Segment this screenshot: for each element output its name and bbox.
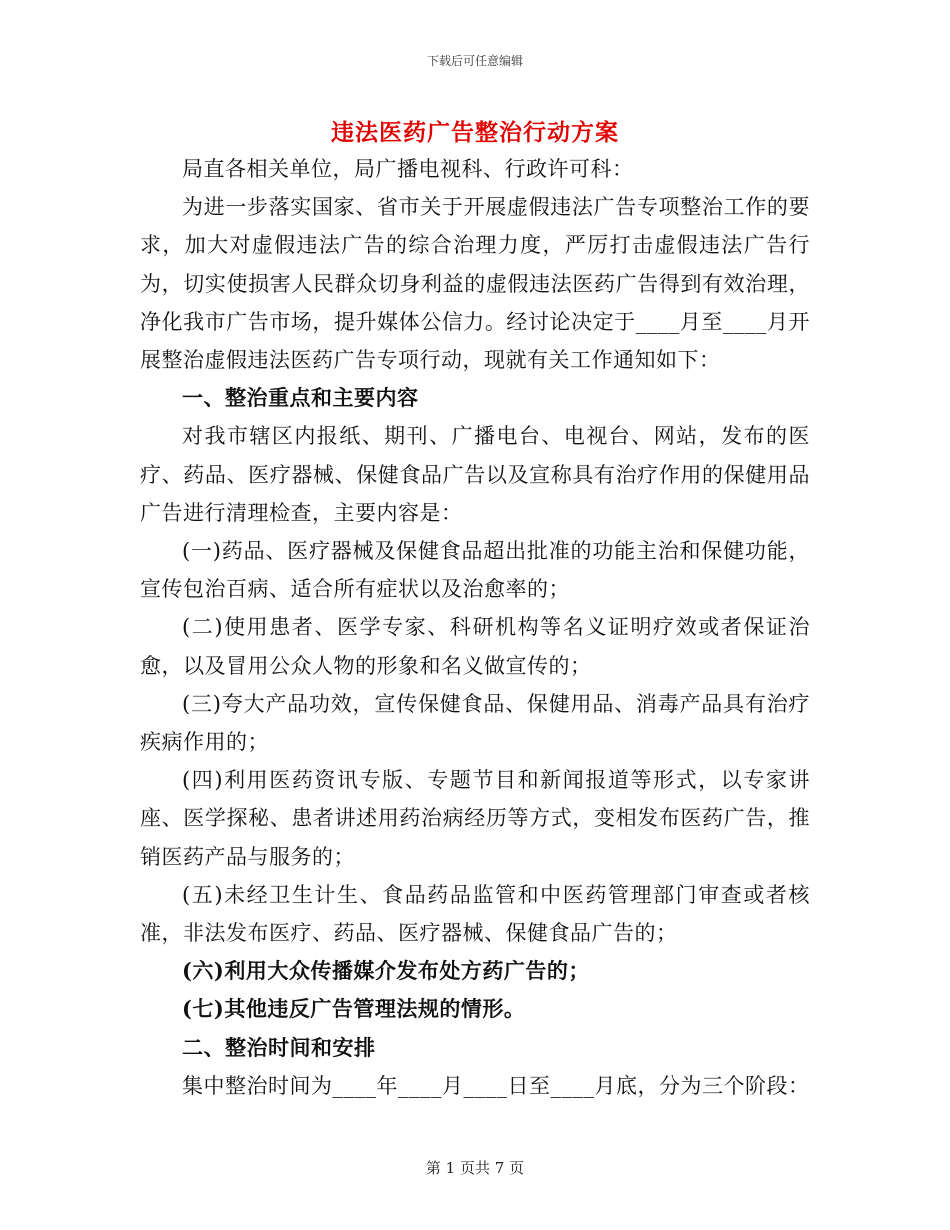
paragraph: 对我市辖区内报纸、期刊、广播电台、电视台、网站，发布的医疗、药品、医疗器械、保健食品广告以及宣称具有治疗作用的保健用品广告进行清理检查，主要内容是： [140, 424, 810, 525]
list-item: (六)利用大众传播媒介发布处方药广告的； [182, 958, 590, 984]
section-heading: 一、整治重点和主要内容 [182, 385, 419, 411]
paragraph: 为进一步落实国家、省市关于开展虚假违法广告专项整治工作的要求，加大对虚假违法广告的综合治理力度，严厉打击虚假违法广告行为，切实使损害人民群众切身利益的虚假违法医药广告得到有效治理，净化我市广告市场，提升媒体公信力。经讨论决定于____月至____月开展整治虚假违法医药广告专项行动，现就有关工作通知如下： [140, 195, 810, 373]
list-item: (三)夸大产品功效，宣传保健食品、保健用品、消毒产品具有治疗疾病作用的； [140, 691, 810, 755]
document-body [140, 150, 810, 1105]
list-item: (二)使用患者、医学专家、科研机构等名义证明疗效或者保证治愈，以及冒用公众人物的形象和名义做宣传的； [140, 615, 810, 678]
document-title: 违法医药广告整治行动方案 [331, 119, 619, 146]
list-item: (五)未经卫生计生、食品药品监管和中医药管理部门审查或者核准，非法发布医疗、药品、医疗器械、保健食品广告的； [140, 882, 810, 946]
paragraph: 集中整治时间为____年____月____日至____月底，分为三个阶段： [182, 1073, 810, 1098]
list-item: (一)药品、医疗器械及保健食品超出批准的功能主治和保健功能，宣传包治百病、适合所有症状以及治愈率的； [140, 539, 810, 602]
paragraph: 局直各相关单位，局广播电视科、行政许可科： [182, 157, 634, 181]
list-item: (四)利用医药资讯专版、专题节目和新闻报道等形式，以专家讲座、医学探秘、患者讲述用药治病经历等方式，变相发布医药广告，推销医药产品与服务的； [140, 768, 810, 869]
list-item: (七)其他违反广告管理法规的情形。 [182, 996, 526, 1022]
header-note: 下载后可任意编辑 [426, 54, 523, 68]
page-footer: 第 1 页共 7 页 [425, 1159, 525, 1177]
section-heading: 二、整治时间和安排 [182, 1034, 376, 1060]
